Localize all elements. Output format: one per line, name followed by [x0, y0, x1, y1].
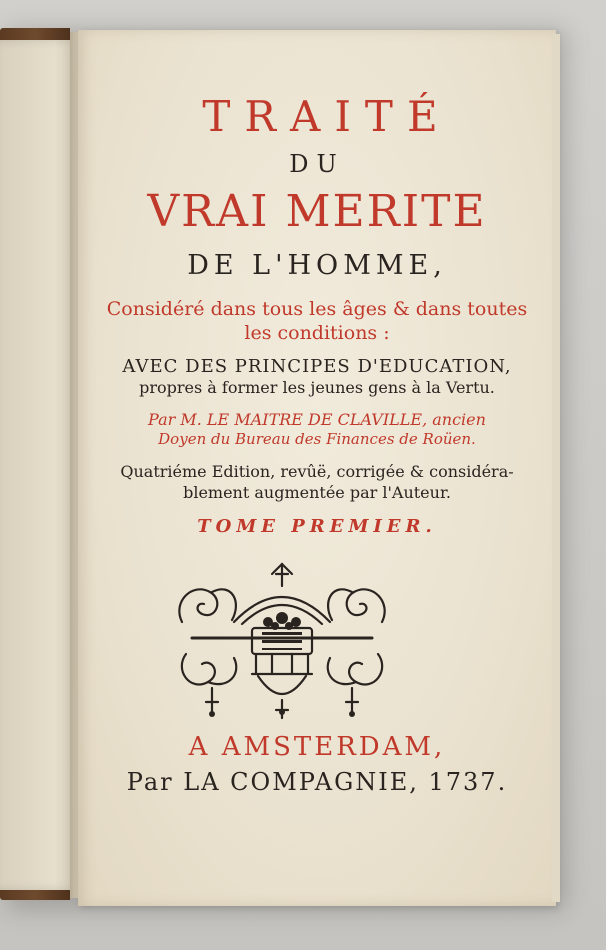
edition-line-2: blement augmentée par l'Auteur.: [183, 483, 451, 502]
title-de-lhomme: DE L'HOMME,: [187, 250, 447, 281]
title-vrai-merite: VRAI MERITE: [147, 186, 487, 237]
author-line-1: Par M. LE MAITRE DE CLAVILLE, ancien: [148, 410, 486, 429]
title-traite: TRAITÉ: [202, 92, 452, 141]
volume-label: TOME PREMIER.: [197, 516, 437, 537]
principles-line-2: propres à former les jeunes gens à la Vertu.: [139, 378, 495, 397]
edition-line-1: Quatriéme Edition, revûë, corrigée & considéra-: [120, 462, 514, 481]
subtitle-line-1: Considéré dans tous les âges & dans toutes: [106, 298, 528, 320]
left-page: [0, 40, 78, 890]
principles-line-1: AVEC DES PRINCIPES D'EDUCATION,: [122, 356, 512, 377]
title-du: DU: [289, 150, 345, 178]
imprint-city: A AMSTERDAM,: [188, 732, 446, 762]
baroque-vignette-icon: [172, 562, 392, 722]
subtitle-line-2: les conditions :: [244, 322, 390, 344]
author-line-2: Doyen du Bureau des Finances de Roüen.: [158, 430, 476, 448]
imprint-publisher-year: Par LA COMPAGNIE, 1737.: [126, 768, 508, 796]
